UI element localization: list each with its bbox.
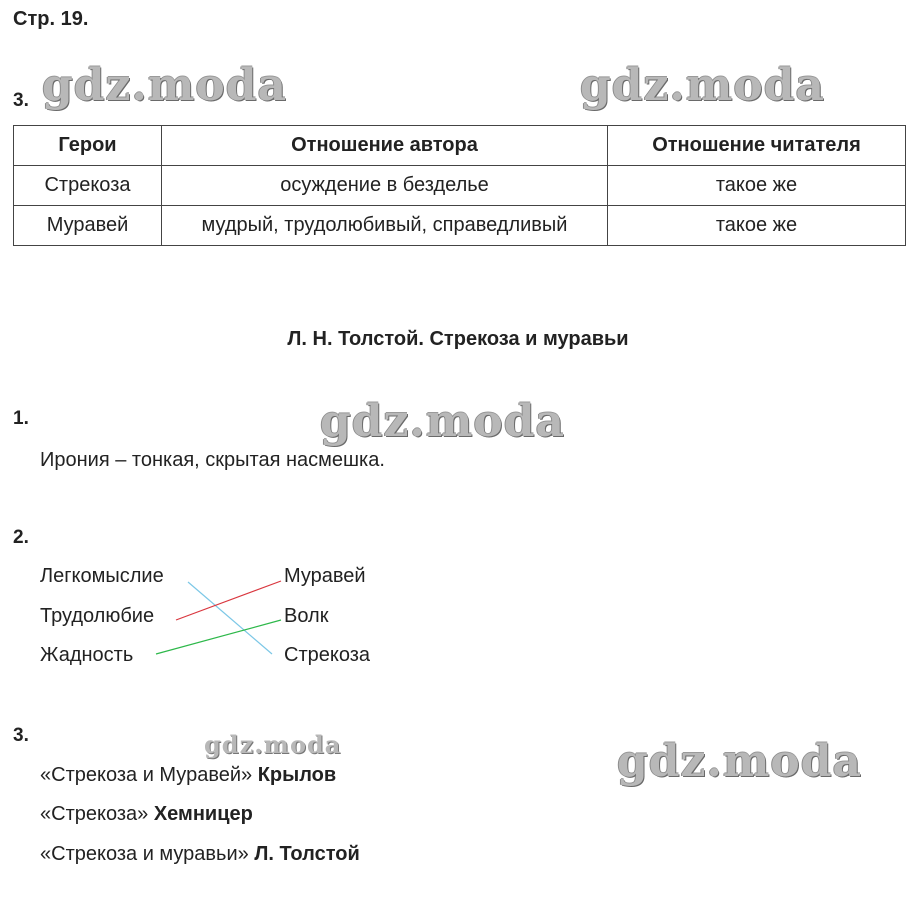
match-left-item: Легкомыслие [40,565,164,587]
match-left-item: Жадность [40,644,134,666]
task-number: 3. [13,90,29,111]
table-cell: мудрый, трудолюбивый, справедливый [162,206,608,246]
work-title: «Стрекоза и Муравей» [40,764,253,786]
work-item [40,764,336,787]
match-left-item: Трудолюбие [40,605,155,627]
table-cell: такое же [608,206,906,246]
page-header: Стр. 19. [13,8,89,30]
watermark-logo: gdz.moda [580,60,826,111]
table-cell: Муравей [14,206,162,246]
work-author: Л. Толстой [254,843,360,865]
match-line-light-blue [188,582,272,654]
match-line-red [176,581,281,620]
watermark-logo: gdz.moda [320,396,566,447]
work-author: Крылов [257,764,337,786]
work-title: «Стрекоза и муравьи» [40,843,249,865]
work-item [40,803,253,826]
table-cell: осуждение в безделье [162,166,608,206]
match-line-green [156,620,281,654]
work-title: «Стрекоза» [40,803,149,825]
match-right-item: Стрекоза [284,644,371,666]
match-right-item: Волк [284,605,329,627]
match-right-item: Муравей [284,565,366,587]
table-cell: Стрекоза [14,166,162,206]
column-header-author-attitude: Отношение автора [162,126,608,166]
work-author: Хемницер [153,803,253,825]
watermark-logo: gdz.moda [42,60,288,111]
task-number: 1. [13,408,29,429]
column-header-reader-attitude: Отношение читателя [608,126,906,166]
table-cell: такое же [608,166,906,206]
work-item [40,843,360,866]
watermark-logo: gdz.moda [204,730,342,759]
watermark-logo: gdz.moda [617,736,863,787]
task-number: 2. [13,527,29,548]
column-header-heroes: Герои [14,126,162,166]
section-title: Л. Н. Толстой. Стрекоза и муравьи [287,328,629,350]
task-number: 3. [13,725,29,746]
irony-definition: Ирония – тонкая, скрытая насмешка. [40,449,385,471]
